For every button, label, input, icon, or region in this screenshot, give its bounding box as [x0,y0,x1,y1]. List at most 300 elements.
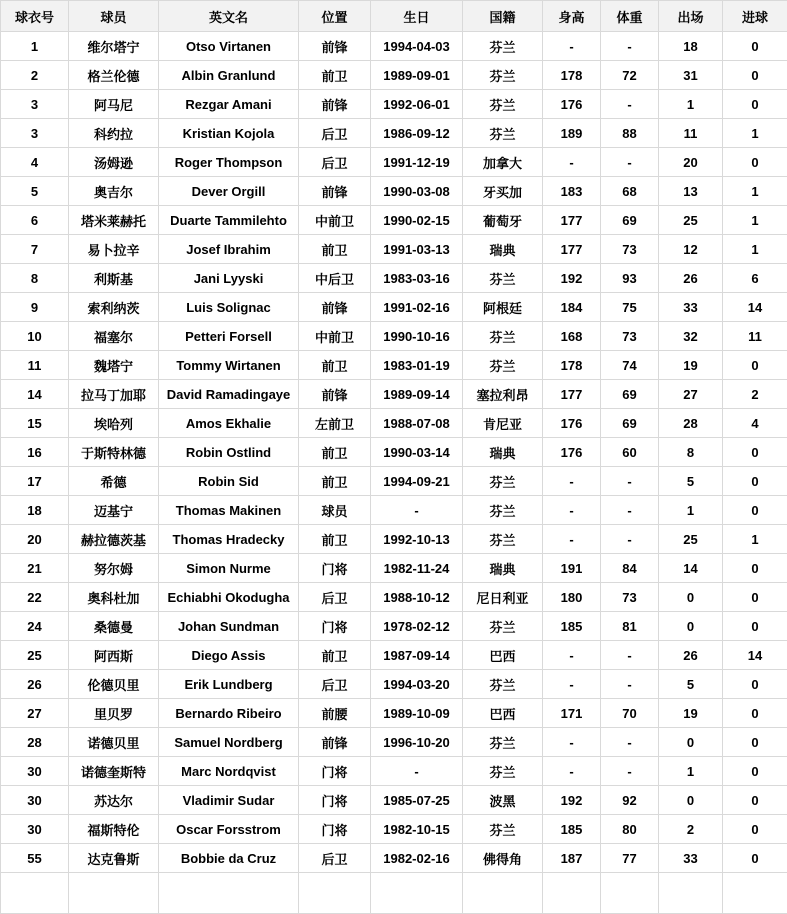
cell-jersey-number: 30 [1,786,69,815]
cell-weight: 73 [601,583,659,612]
cell-goals [723,873,787,914]
cell-height: 187 [543,844,601,873]
cell-position: 前卫 [299,61,371,90]
table-row-blank [1,873,787,914]
cell-appearances: 5 [659,467,723,496]
table-row [1,409,787,438]
cell-player: 阿马尼 [69,90,159,119]
cell-player: 埃哈列 [69,409,159,438]
cell-nationality [463,873,543,914]
cell-english-name: Vladimir Sudar [159,786,299,815]
cell-jersey-number: 4 [1,148,69,177]
cell-goals: 0 [723,670,787,699]
cell-goals: 0 [723,554,787,583]
cell-nationality: 芬兰 [463,467,543,496]
cell-player: 努尔姆 [69,554,159,583]
cell-birthday: 1991-03-13 [371,235,463,264]
cell-appearances: 0 [659,583,723,612]
cell-nationality: 塞拉利昂 [463,380,543,409]
cell-weight: 93 [601,264,659,293]
cell-height: 176 [543,438,601,467]
cell-weight: 81 [601,612,659,641]
cell-goals: 1 [723,119,787,148]
cell-nationality: 芬兰 [463,351,543,380]
cell-english-name: Samuel Nordberg [159,728,299,757]
cell-weight: - [601,467,659,496]
cell-position: 门将 [299,815,371,844]
cell-weight: - [601,32,659,61]
table-row [1,264,787,293]
table-row [1,380,787,409]
cell-height: 171 [543,699,601,728]
cell-weight: 69 [601,409,659,438]
cell-position: 左前卫 [299,409,371,438]
cell-english-name: Josef Ibrahim [159,235,299,264]
cell-appearances: 19 [659,699,723,728]
cell-weight: 88 [601,119,659,148]
cell-weight: 77 [601,844,659,873]
cell-player: 里贝罗 [69,699,159,728]
cell-position: 前卫 [299,641,371,670]
cell-birthday: 1982-10-15 [371,815,463,844]
table-row [1,670,787,699]
cell-birthday: 1989-10-09 [371,699,463,728]
cell-height: 168 [543,322,601,351]
cell-english-name: Diego Assis [159,641,299,670]
cell-nationality: 芬兰 [463,90,543,119]
cell-nationality: 肯尼亚 [463,409,543,438]
cell-nationality: 芬兰 [463,32,543,61]
cell-nationality: 芬兰 [463,728,543,757]
cell-jersey-number: 5 [1,177,69,206]
cell-player: 于斯特林德 [69,438,159,467]
cell-birthday: 1990-02-15 [371,206,463,235]
cell-weight: - [601,525,659,554]
cell-position: 门将 [299,554,371,583]
cell-position: 后卫 [299,148,371,177]
table-row [1,32,787,61]
cell-height: - [543,525,601,554]
cell-english-name: Oscar Forsstrom [159,815,299,844]
cell-english-name: Rezgar Amani [159,90,299,119]
cell-goals: 0 [723,612,787,641]
cell-birthday: 1988-07-08 [371,409,463,438]
cell-jersey-number: 15 [1,409,69,438]
cell-player: 达克鲁斯 [69,844,159,873]
cell-birthday: 1994-09-21 [371,467,463,496]
column-header-position: 位置 [299,1,371,32]
header-row [1,1,787,32]
cell-nationality: 尼日利亚 [463,583,543,612]
cell-nationality: 芬兰 [463,264,543,293]
cell-birthday: 1989-09-01 [371,61,463,90]
cell-goals: 0 [723,786,787,815]
cell-jersey-number: 25 [1,641,69,670]
cell-position: 前腰 [299,699,371,728]
cell-birthday: 1991-02-16 [371,293,463,322]
cell-jersey-number: 30 [1,815,69,844]
cell-english-name [159,873,299,914]
cell-nationality: 芬兰 [463,612,543,641]
cell-position: 前锋 [299,90,371,119]
cell-height: 192 [543,786,601,815]
cell-nationality: 巴西 [463,699,543,728]
cell-appearances: 20 [659,148,723,177]
cell-appearances: 1 [659,757,723,786]
cell-jersey-number: 10 [1,322,69,351]
column-header-jersey-number: 球衣号 [1,1,69,32]
cell-appearances: 12 [659,235,723,264]
cell-player: 诺德贝里 [69,728,159,757]
cell-appearances: 11 [659,119,723,148]
table-row [1,525,787,554]
cell-birthday [371,873,463,914]
cell-appearances: 31 [659,61,723,90]
cell-player: 奥科杜加 [69,583,159,612]
cell-height: - [543,728,601,757]
cell-appearances: 0 [659,612,723,641]
table-row [1,496,787,525]
cell-position [299,873,371,914]
cell-weight [601,873,659,914]
cell-height: 176 [543,409,601,438]
cell-english-name: Tommy Wirtanen [159,351,299,380]
cell-position: 后卫 [299,119,371,148]
table-row [1,641,787,670]
cell-jersey-number [1,873,69,914]
cell-goals: 6 [723,264,787,293]
cell-weight: - [601,148,659,177]
table-row [1,844,787,873]
cell-english-name: Bernardo Ribeiro [159,699,299,728]
cell-position: 前卫 [299,525,371,554]
cell-weight: 68 [601,177,659,206]
cell-goals: 0 [723,757,787,786]
cell-player: 索利纳茨 [69,293,159,322]
cell-goals: 0 [723,815,787,844]
cell-english-name: Erik Lundberg [159,670,299,699]
cell-nationality: 芬兰 [463,815,543,844]
cell-birthday: 1982-02-16 [371,844,463,873]
cell-nationality: 芬兰 [463,119,543,148]
cell-nationality: 芬兰 [463,670,543,699]
cell-birthday: 1986-09-12 [371,119,463,148]
cell-player: 希德 [69,467,159,496]
cell-english-name: Amos Ekhalie [159,409,299,438]
cell-weight: 69 [601,206,659,235]
cell-appearances: 26 [659,264,723,293]
cell-goals: 0 [723,61,787,90]
cell-english-name: Robin Sid [159,467,299,496]
cell-jersey-number: 21 [1,554,69,583]
table-row [1,351,787,380]
cell-height: - [543,641,601,670]
cell-nationality: 牙买加 [463,177,543,206]
cell-jersey-number: 30 [1,757,69,786]
cell-nationality: 芬兰 [463,496,543,525]
cell-weight: - [601,641,659,670]
cell-birthday: 1978-02-12 [371,612,463,641]
cell-height: - [543,670,601,699]
cell-position: 前卫 [299,438,371,467]
cell-jersey-number: 16 [1,438,69,467]
cell-appearances: 33 [659,293,723,322]
cell-english-name: Otso Virtanen [159,32,299,61]
cell-appearances: 26 [659,641,723,670]
cell-nationality: 巴西 [463,641,543,670]
column-header-appearances: 出场 [659,1,723,32]
cell-height: - [543,467,601,496]
cell-appearances: 0 [659,728,723,757]
cell-position: 中后卫 [299,264,371,293]
cell-position: 中前卫 [299,322,371,351]
table-row [1,728,787,757]
cell-position: 前锋 [299,293,371,322]
cell-player [69,873,159,914]
cell-position: 球员 [299,496,371,525]
cell-weight: 75 [601,293,659,322]
cell-height: 189 [543,119,601,148]
table-row [1,757,787,786]
cell-weight: 92 [601,786,659,815]
cell-jersey-number: 11 [1,351,69,380]
cell-english-name: Petteri Forsell [159,322,299,351]
cell-height: 192 [543,264,601,293]
cell-height [543,873,601,914]
cell-player: 诺德奎斯特 [69,757,159,786]
cell-nationality: 葡萄牙 [463,206,543,235]
cell-appearances: 18 [659,32,723,61]
cell-weight: 72 [601,61,659,90]
cell-position: 门将 [299,757,371,786]
cell-jersey-number: 27 [1,699,69,728]
cell-birthday: 1990-10-16 [371,322,463,351]
table-row [1,206,787,235]
cell-position: 前锋 [299,32,371,61]
cell-position: 前锋 [299,728,371,757]
column-header-birthday: 生日 [371,1,463,32]
table-row [1,61,787,90]
cell-jersey-number: 24 [1,612,69,641]
cell-player: 塔米莱赫托 [69,206,159,235]
cell-jersey-number: 18 [1,496,69,525]
cell-player: 易卜拉辛 [69,235,159,264]
cell-english-name: Duarte Tammilehto [159,206,299,235]
table-row [1,438,787,467]
cell-birthday: 1992-10-13 [371,525,463,554]
cell-goals: 1 [723,235,787,264]
cell-birthday: 1990-03-08 [371,177,463,206]
cell-goals: 1 [723,206,787,235]
cell-position: 前卫 [299,467,371,496]
cell-nationality: 瑞典 [463,554,543,583]
cell-english-name: Thomas Hradecky [159,525,299,554]
cell-jersey-number: 3 [1,119,69,148]
table-row [1,119,787,148]
cell-appearances: 0 [659,786,723,815]
cell-weight: 84 [601,554,659,583]
cell-appearances: 1 [659,496,723,525]
cell-appearances: 1 [659,90,723,119]
cell-weight: - [601,757,659,786]
cell-goals: 0 [723,32,787,61]
cell-player: 维尔塔宁 [69,32,159,61]
cell-height: - [543,148,601,177]
cell-position: 前锋 [299,380,371,409]
cell-jersey-number: 6 [1,206,69,235]
cell-jersey-number: 9 [1,293,69,322]
cell-nationality: 佛得角 [463,844,543,873]
cell-appearances: 14 [659,554,723,583]
cell-english-name: Echiabhi Okodugha [159,583,299,612]
table-row [1,554,787,583]
cell-position: 门将 [299,612,371,641]
cell-birthday: 1989-09-14 [371,380,463,409]
cell-player: 拉马丁加耶 [69,380,159,409]
cell-player: 利斯基 [69,264,159,293]
cell-player: 福斯特伦 [69,815,159,844]
cell-english-name: Dever Orgill [159,177,299,206]
cell-appearances: 5 [659,670,723,699]
cell-english-name: Robin Ostlind [159,438,299,467]
cell-english-name: Simon Nurme [159,554,299,583]
cell-jersey-number: 2 [1,61,69,90]
cell-goals: 0 [723,699,787,728]
cell-goals: 0 [723,728,787,757]
cell-position: 后卫 [299,670,371,699]
cell-nationality: 波黑 [463,786,543,815]
cell-english-name: Kristian Kojola [159,119,299,148]
cell-birthday: 1983-01-19 [371,351,463,380]
cell-player: 迈基宁 [69,496,159,525]
cell-position: 中前卫 [299,206,371,235]
cell-english-name: David Ramadingaye [159,380,299,409]
cell-jersey-number: 55 [1,844,69,873]
cell-nationality: 芬兰 [463,61,543,90]
cell-height: 185 [543,612,601,641]
cell-player: 阿西斯 [69,641,159,670]
cell-height: 177 [543,380,601,409]
cell-height: 183 [543,177,601,206]
cell-height: 185 [543,815,601,844]
column-header-height: 身高 [543,1,601,32]
cell-birthday: 1996-10-20 [371,728,463,757]
cell-weight: 73 [601,235,659,264]
cell-appearances: 25 [659,206,723,235]
column-header-goals: 进球 [723,1,787,32]
cell-appearances: 8 [659,438,723,467]
cell-birthday: 1987-09-14 [371,641,463,670]
cell-height: 178 [543,61,601,90]
cell-goals: 14 [723,641,787,670]
table-row [1,148,787,177]
cell-jersey-number: 3 [1,90,69,119]
table-body [1,32,787,914]
cell-player: 科约拉 [69,119,159,148]
cell-birthday: 1990-03-14 [371,438,463,467]
cell-weight: 74 [601,351,659,380]
cell-goals: 0 [723,844,787,873]
cell-height: 178 [543,351,601,380]
cell-birthday: 1994-04-03 [371,32,463,61]
table-row [1,786,787,815]
table-row [1,699,787,728]
cell-weight: 80 [601,815,659,844]
cell-goals: 0 [723,496,787,525]
cell-player: 魏塔宁 [69,351,159,380]
cell-appearances: 13 [659,177,723,206]
cell-appearances: 27 [659,380,723,409]
table-row [1,90,787,119]
cell-english-name: Roger Thompson [159,148,299,177]
cell-player: 苏达尔 [69,786,159,815]
cell-birthday: 1982-11-24 [371,554,463,583]
cell-english-name: Thomas Makinen [159,496,299,525]
table-row [1,235,787,264]
cell-nationality: 阿根廷 [463,293,543,322]
cell-position: 前卫 [299,351,371,380]
cell-nationality: 芬兰 [463,757,543,786]
cell-english-name: Luis Solignac [159,293,299,322]
cell-jersey-number: 20 [1,525,69,554]
cell-english-name: Marc Nordqvist [159,757,299,786]
cell-player: 赫拉德茨基 [69,525,159,554]
cell-jersey-number: 26 [1,670,69,699]
cell-position: 后卫 [299,844,371,873]
cell-appearances: 32 [659,322,723,351]
cell-nationality: 芬兰 [463,525,543,554]
cell-goals: 0 [723,90,787,119]
cell-goals: 0 [723,148,787,177]
cell-player: 汤姆逊 [69,148,159,177]
cell-position: 前卫 [299,235,371,264]
cell-height: - [543,496,601,525]
column-header-nationality: 国籍 [463,1,543,32]
cell-birthday: 1992-06-01 [371,90,463,119]
cell-appearances: 19 [659,351,723,380]
cell-player: 伦德贝里 [69,670,159,699]
cell-goals: 11 [723,322,787,351]
cell-appearances: 2 [659,815,723,844]
cell-position: 门将 [299,786,371,815]
cell-birthday: 1994-03-20 [371,670,463,699]
cell-goals: 1 [723,177,787,206]
cell-appearances: 25 [659,525,723,554]
cell-weight: 60 [601,438,659,467]
cell-goals: 0 [723,438,787,467]
cell-weight: 73 [601,322,659,351]
cell-english-name: Albin Granlund [159,61,299,90]
table-row [1,467,787,496]
column-header-english-name: 英文名 [159,1,299,32]
cell-goals: 0 [723,583,787,612]
cell-weight: - [601,496,659,525]
cell-height: 184 [543,293,601,322]
cell-english-name: Bobbie da Cruz [159,844,299,873]
column-header-player: 球员 [69,1,159,32]
cell-birthday: 1988-10-12 [371,583,463,612]
cell-player: 格兰伦德 [69,61,159,90]
cell-height: 177 [543,235,601,264]
cell-weight: 70 [601,699,659,728]
column-header-weight: 体重 [601,1,659,32]
table-row [1,177,787,206]
cell-height: 191 [543,554,601,583]
cell-goals: 0 [723,351,787,380]
cell-appearances: 28 [659,409,723,438]
cell-height: - [543,32,601,61]
cell-goals: 14 [723,293,787,322]
